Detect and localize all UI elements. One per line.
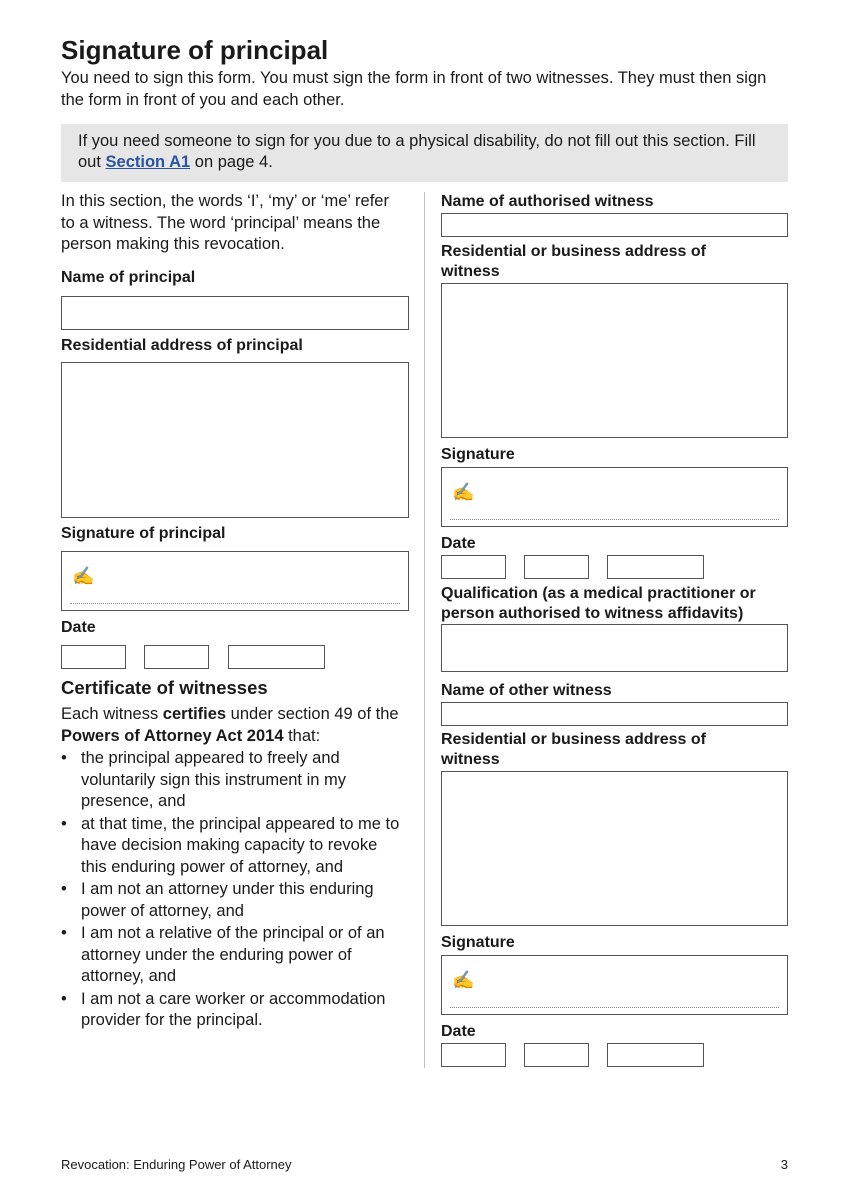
witness1-date-label: Date — [441, 535, 476, 552]
signature-line — [450, 1007, 779, 1008]
certificate-bullet-list — [61, 748, 401, 1032]
list-item: • the principal appeared to freely and voluntarily sign this instrument in my presence, and — [61, 748, 401, 813]
witness1-name-label: Name of authorised witness — [441, 193, 654, 210]
principal-date-year-field[interactable] — [228, 645, 325, 669]
witness2-date-day-field[interactable] — [441, 1043, 506, 1067]
list-item: • I am not an attorney under this enduring power of attorney, and — [61, 879, 401, 922]
certificate-heading: Certificate of witnesses — [61, 677, 268, 698]
witness2-date-year-field[interactable] — [607, 1043, 704, 1067]
principal-date-month-field[interactable] — [144, 645, 209, 669]
pen-icon: ✍ — [452, 970, 475, 990]
pen-icon: ✍ — [452, 482, 475, 502]
witness1-date-year-field[interactable] — [607, 555, 704, 579]
principal-address-field[interactable] — [61, 362, 409, 518]
principal-address-label: Residential address of principal — [61, 337, 303, 354]
notice-text-end: on page 4. — [190, 153, 273, 171]
principal-date-label: Date — [61, 619, 96, 636]
certificate-intro — [61, 704, 401, 747]
list-item: • at that time, the principal appeared to me to have decision making capacity to revoke this enduring power of attorney, and — [61, 814, 401, 879]
section-a1-link[interactable]: Section A1 — [105, 153, 191, 171]
footer-document-title: Revocation: Enduring Power of Attorney — [61, 1157, 292, 1172]
page-number: 3 — [780, 1157, 788, 1172]
list-item: • I am not a relative of the principal or of an attorney under the enduring power of attorney, and — [61, 923, 401, 988]
certificate-intro-part: under section 49 of the — [226, 705, 399, 723]
principal-signature-field[interactable] — [61, 551, 409, 611]
qualification-field[interactable] — [441, 624, 788, 672]
principal-signature-label: Signature of principal — [61, 525, 226, 542]
column-divider — [424, 192, 425, 1068]
witness1-address-label: Residential or business address of witness — [441, 243, 706, 280]
witness1-address-field[interactable] — [441, 283, 788, 438]
signature-line — [70, 603, 400, 604]
witness2-date-label: Date — [441, 1023, 476, 1040]
witness2-address-field[interactable] — [441, 771, 788, 926]
witness1-name-field[interactable] — [441, 213, 788, 237]
disability-notice — [61, 124, 788, 182]
pen-icon: ✍ — [72, 566, 95, 586]
list-item: • I am not a care worker or accommodation provider for the principal. — [61, 989, 401, 1032]
certificate-intro-bold: certifies — [162, 705, 227, 723]
principal-name-label: Name of principal — [61, 269, 196, 286]
witness1-signature-field[interactable] — [441, 467, 788, 527]
witness2-date-month-field[interactable] — [524, 1043, 589, 1067]
act-name: Powers of Attorney Act 2014 — [61, 726, 284, 745]
witness2-signature-field[interactable] — [441, 955, 788, 1015]
witness1-date-month-field[interactable] — [524, 555, 589, 579]
qualification-label: Qualification (as a medical practitioner or person authorised to witness affidavits) — [441, 585, 756, 622]
witness2-address-label: Residential or business address of witness — [441, 731, 706, 768]
notice-text: If you need someone to sign for you due to a physical disability, do not fill out this section. Fill out — [78, 132, 756, 171]
witness1-signature-label: Signature — [441, 446, 515, 463]
witness2-name-label: Name of other witness — [441, 682, 612, 699]
signature-line — [450, 519, 779, 520]
certificate-intro-part: Each witness — [61, 705, 163, 723]
principal-date-day-field[interactable] — [61, 645, 126, 669]
witness1-date-day-field[interactable] — [441, 555, 506, 579]
witness2-name-field[interactable] — [441, 702, 788, 726]
intro-text: You need to sign this form. You must sign the form in front of two witnesses. They must then sign the form in front of you and each other. — [61, 69, 767, 109]
definition-text: In this section, the words ‘I’, ‘my’ or ‘me’ refer to a witness. The word ‘principal’ means the person making this revocation. — [61, 192, 389, 253]
witness2-signature-label: Signature — [441, 934, 515, 951]
certificate-intro-part: that: — [283, 726, 321, 745]
principal-name-field[interactable] — [61, 296, 409, 330]
page-title: Signature of principal — [61, 35, 329, 65]
